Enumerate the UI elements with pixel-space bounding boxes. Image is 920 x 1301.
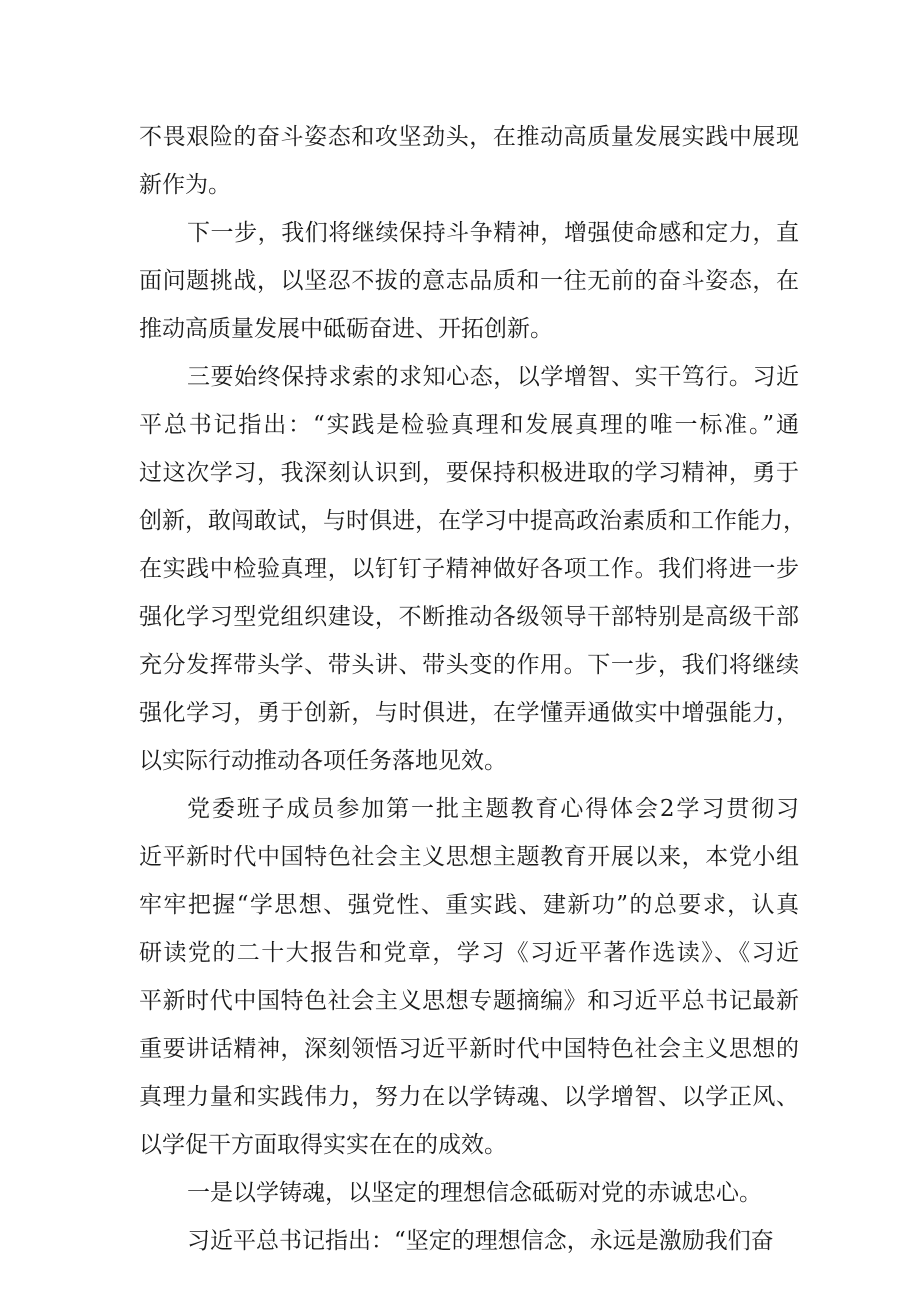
body-line: 以实际行动推动各项任务落地见效。 [139, 748, 507, 774]
body-line: 强化学习型党组织建设，不断推动各级领导干部特别是高级干部 [139, 604, 799, 630]
body-line: 平总书记指出：“实践是检验真理和发展真理的唯一标准。”通 [139, 412, 799, 438]
body-line: 推动高质量发展中砥砺奋进、开拓创新。 [139, 316, 553, 342]
paragraph-first-line: 三要始终保持求索的求知心态，以学增智、实干笃行。习近 [187, 364, 799, 390]
body-line: 研读党的二十大报告和党章，学习《习近平著作选读》、《习近 [139, 940, 799, 966]
body-line: 平新时代中国特色社会主义思想专题摘编》和习近平总书记最新 [139, 988, 799, 1014]
document-body [139, 113, 806, 1265]
body-line: 真理力量和实践伟力，努力在以学铸魂、以学增智、以学正风、 [139, 1084, 799, 1110]
body-line: 新作为。 [139, 172, 231, 198]
body-line: 近平新时代中国特色社会主义思想主题教育开展以来，本党小组 [139, 844, 799, 870]
body-line: 牢牢把握“学思想、强党性、重实践、建新功”的总要求，认真 [139, 892, 799, 918]
paragraph-first-line: 党委班子成员参加第一批主题教育心得体会2学习贯彻习 [187, 796, 799, 822]
paragraph-first-line: 一是以学铸魂，以坚定的理想信念砥砺对党的赤诚忠心。 [187, 1180, 762, 1206]
body-line: 过这次学习，我深刻认识到，要保持积极进取的学习精神，勇于 [139, 460, 799, 486]
body-line: 强化学习，勇于创新，与时俱进，在学懂弄通做实中增强能力， [139, 700, 799, 726]
body-line: 创新，敢闯敢试，与时俱进，在学习中提高政治素质和工作能力， [139, 508, 806, 534]
body-line: 充分发挥带头学、带头讲、带头变的作用。下一步，我们将继续 [139, 652, 799, 678]
body-line: 在实践中检验真理，以钉钉子精神做好各项工作。我们将进一步 [139, 556, 799, 582]
body-line: 重要讲话精神，深刻领悟习近平新时代中国特色社会主义思想的 [139, 1036, 799, 1062]
paragraph-first-line: 下一步，我们将继续保持斗争精神，增强使命感和定力，直 [187, 220, 799, 246]
body-line: 以学促干方面取得实实在在的成效。 [139, 1132, 507, 1158]
paragraph-first-line: 习近平总书记指出：“坚定的理想信念，永远是激励我们奋 [187, 1228, 774, 1254]
body-line: 不畏艰险的奋斗姿态和攻坚劲头，在推动高质量发展实践中展现 [139, 124, 799, 150]
body-line: 面问题挑战，以坚忍不拔的意志品质和一往无前的奋斗姿态，在 [139, 268, 799, 294]
